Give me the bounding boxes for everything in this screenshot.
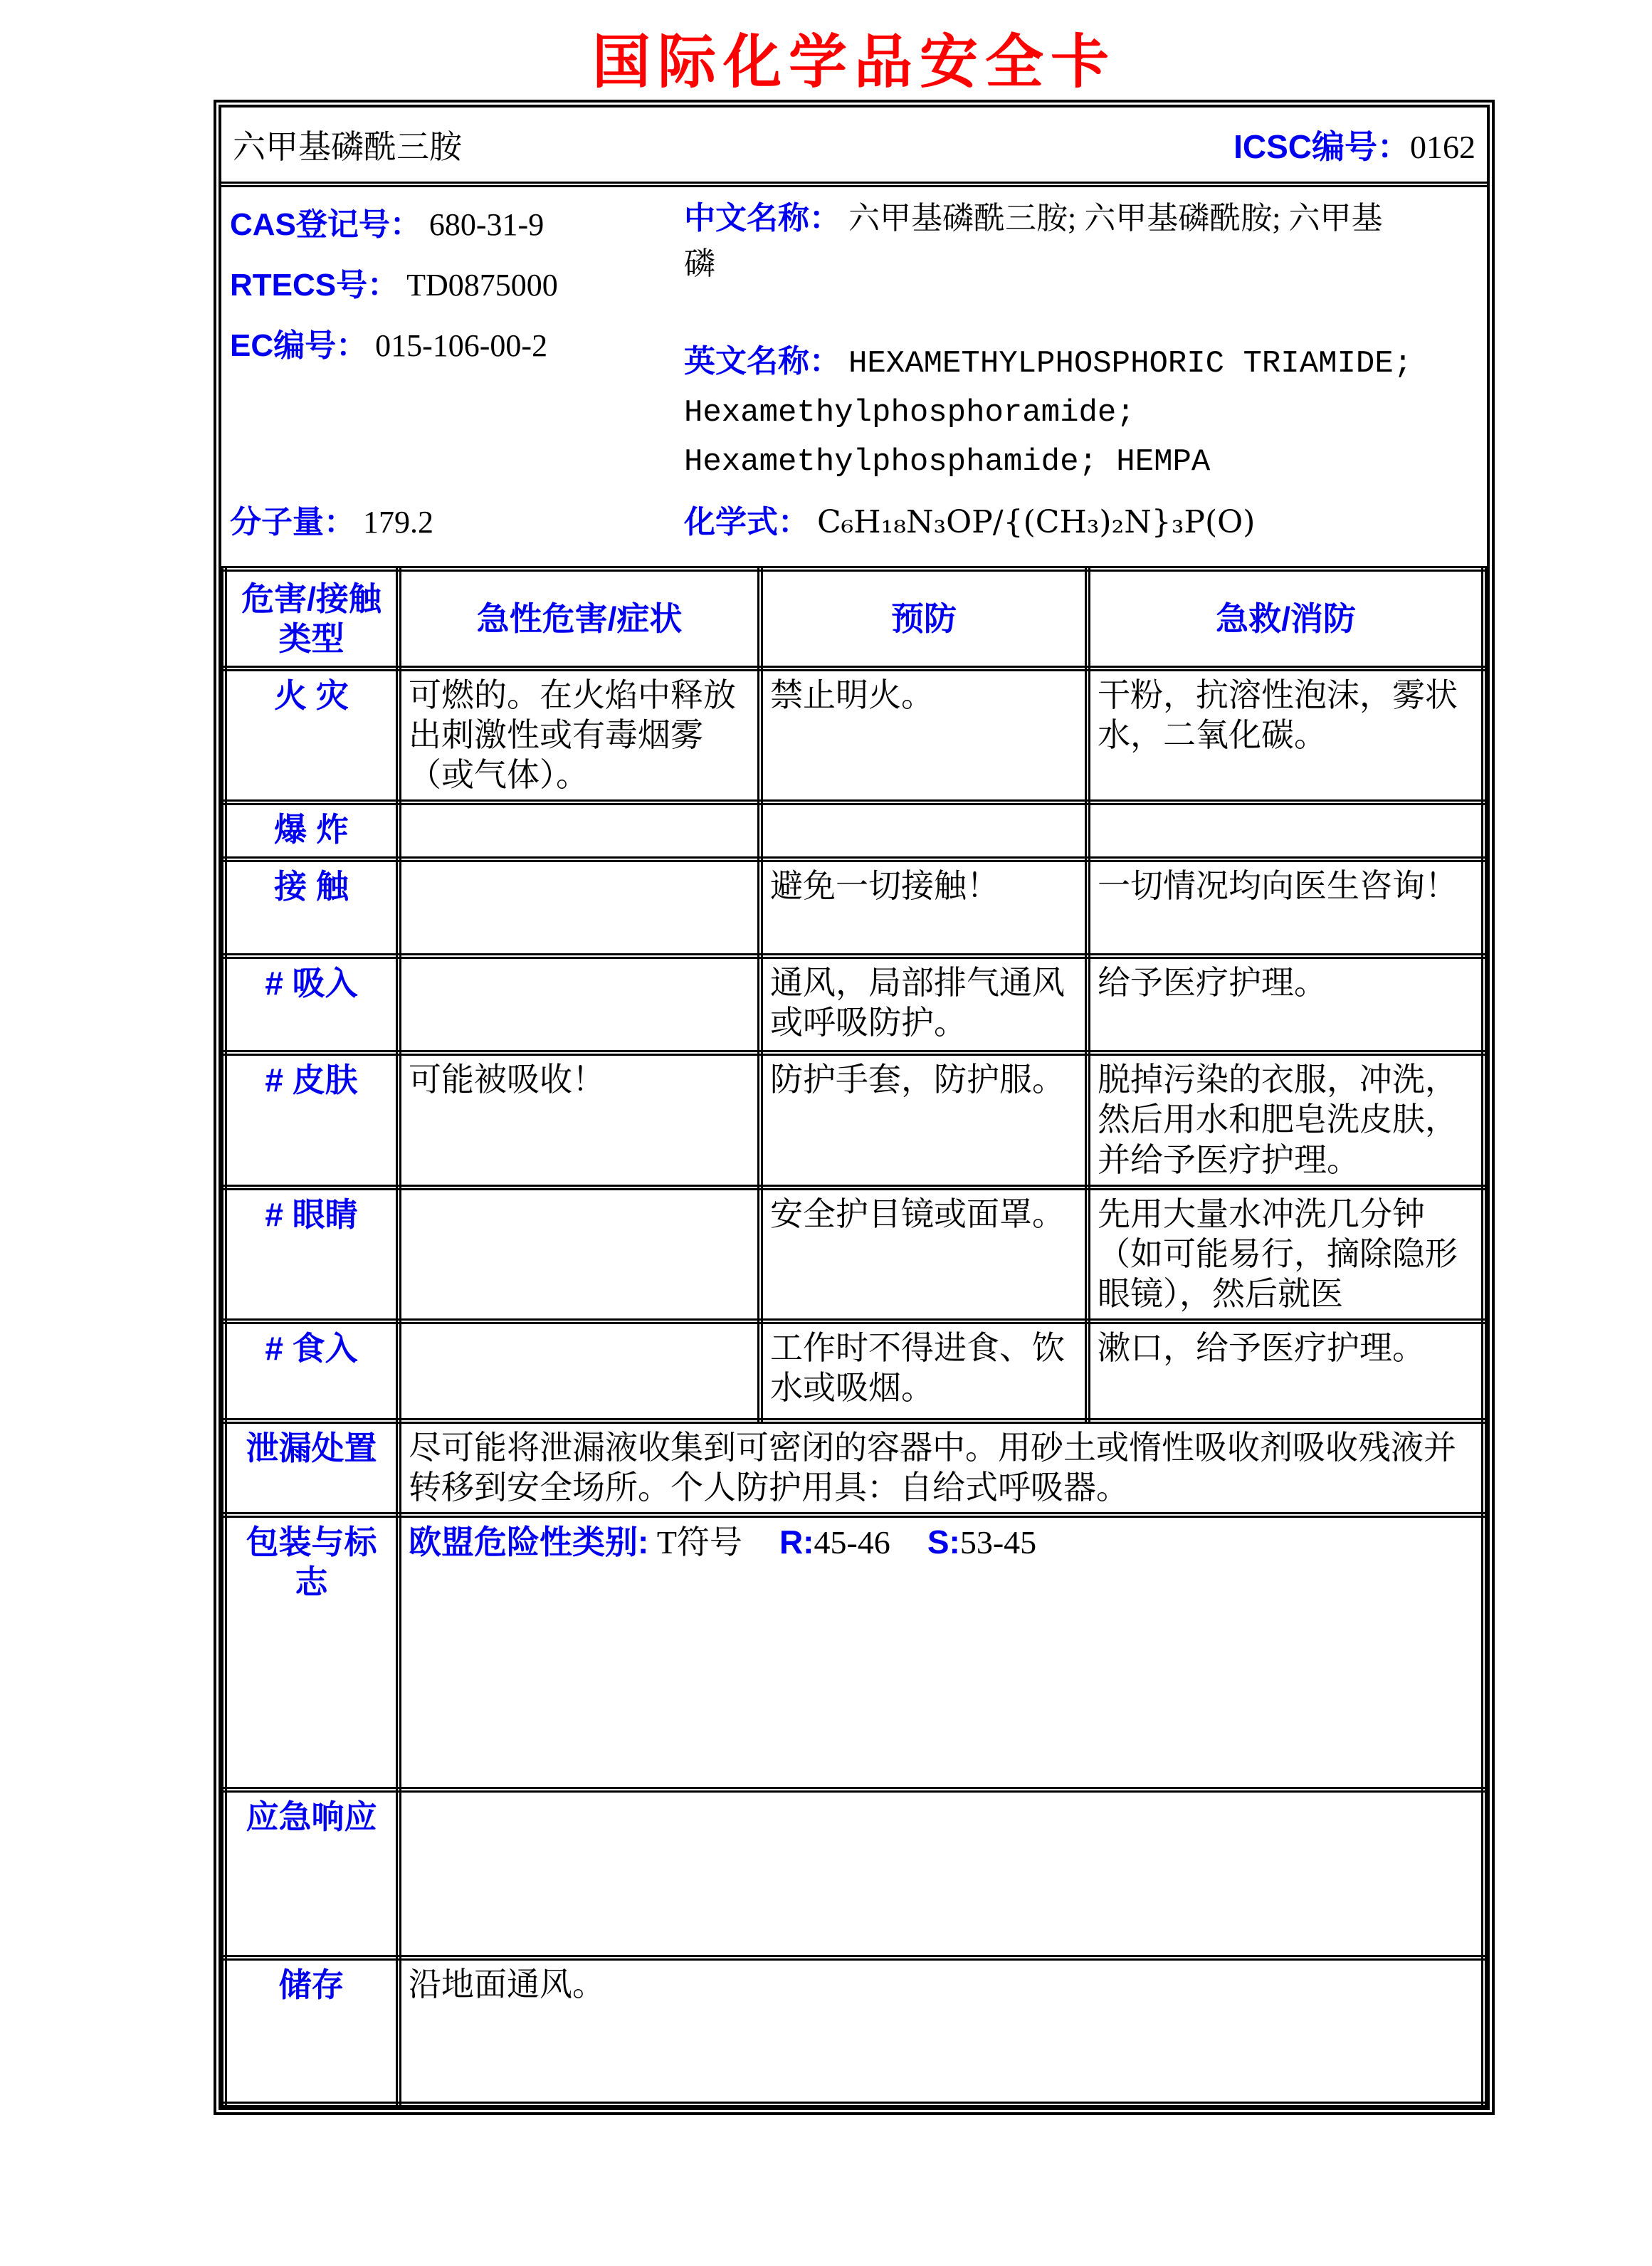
chemical-formula-line [684,496,1255,542]
chemical-formula-label: 化学式： [684,505,809,540]
explosion-symptoms [399,802,760,859]
table-row-ingestion [224,1321,1484,1421]
skin-firstaid: 脱掉污染的衣服，冲洗，然后用水和肥皂洗皮肤，并给予医疗护理。 [1088,1053,1484,1187]
header-acute-symptoms: 急性危害/症状 [399,569,760,668]
exposure-symptoms [399,859,760,956]
table-row-skin [224,1053,1484,1187]
inhalation-prevention: 通风，局部排气通风或呼吸防护。 [760,956,1088,1053]
skin-symptoms: 可能被吸收！ [399,1053,760,1187]
table-row-spill-disposal [224,1421,1484,1515]
inhalation-firstaid: 给予医疗护理。 [1088,956,1484,1053]
ec-label: EC编号： [230,328,368,363]
chinese-name-value: 六甲基磷酰三胺; 六甲基磷酰胺; 六甲基磷 [684,201,1383,281]
cas-value: 680-31-9 [428,207,544,242]
row-label-inhalation: # 吸入 [224,956,399,1053]
exposure-firstaid: 一切情况均向医生咨询！ [1088,859,1484,956]
rtecs-label: RTECS号： [230,268,399,303]
table-row-explosion [224,802,1484,859]
table-row-eyes [224,1187,1484,1321]
header-hazard-type: 危害/接触类型 [224,569,399,668]
cas-label: CAS登记号： [230,207,421,242]
header-prevention: 预防 [760,569,1088,668]
english-name-value: HEXAMETHYLPHOSPHORIC TRIAMIDE; Hexamethylphosphoramide; Hexamethylphosphamide; HEMPA [684,346,1413,480]
eu-hazard-class-label: 欧盟危险性类别: [409,1523,649,1561]
eyes-symptoms [399,1187,760,1321]
ingestion-prevention: 工作时不得进食、饮水或吸烟。 [760,1321,1088,1421]
s-phrases-label: S: [927,1523,960,1561]
chemical-formula-value: C₆H₁₈N₃OP/{(CH₃)₂N}₃P(O) [817,504,1256,540]
identification-section [221,187,1487,566]
ingestion-symptoms [399,1321,760,1421]
header-firstaid-firefighting: 急救/消防 [1088,569,1484,668]
skin-prevention: 防护手套，防护服。 [760,1053,1088,1187]
registry-numbers [230,199,558,380]
chinese-name-line [684,196,1410,287]
table-row-packaging-labelling [224,1515,1484,1790]
hazard-table [221,566,1487,2107]
s-phrases-value: 53-45 [959,1524,1037,1561]
row-label-skin: # 皮肤 [224,1053,399,1187]
explosion-prevention [760,802,1088,859]
ec-number-line [230,320,558,365]
chinese-name-label: 中文名称： [684,201,841,236]
exposure-prevention: 避免一切接触！ [760,859,1088,956]
icsc-value: 0162 [1410,129,1475,165]
table-row-emergency-response [224,1790,1484,1958]
row-label-fire: 火 灾 [224,668,399,802]
fire-prevention: 禁止明火。 [760,668,1088,802]
english-name-label: 英文名称： [684,344,841,379]
table-row-storage [224,1958,1484,2104]
r-phrases-label: R: [779,1523,814,1561]
emergency-response-content [399,1790,1484,1958]
icsc-number [1233,121,1475,168]
hazard-table-header-row [224,569,1484,668]
row-label-exposure: 接 触 [224,859,399,956]
rtecs-value: TD0875000 [406,268,558,303]
packaging-labelling-content [399,1515,1484,1790]
table-row-exposure [224,859,1484,956]
row-label-storage: 储存 [224,1958,399,2104]
r-phrases-value: 45-46 [814,1524,890,1561]
eyes-prevention: 安全护目镜或面罩。 [760,1187,1088,1321]
ingestion-firstaid: 漱口，给予医疗护理。 [1088,1321,1484,1421]
molecular-weight-line [230,496,433,542]
english-name-line [684,338,1503,486]
row-label-spill-disposal: 泄漏处置 [224,1421,399,1515]
page-title: 国际化学品安全卡 [591,30,1116,95]
row-label-ingestion: # 食入 [224,1321,399,1421]
table-row-inhalation [224,956,1484,1053]
row-label-packaging-labelling: 包装与标志 [224,1515,399,1790]
molecular-weight-value: 179.2 [363,505,433,540]
ec-value: 015-106-00-2 [375,328,548,363]
fire-symptoms: 可燃的。在火焰中释放出刺激性或有毒烟雾（或气体）。 [399,668,760,802]
safety-card [214,100,1495,2115]
rtecs-number-line [230,259,558,305]
molecular-weight-label: 分子量： [230,505,355,540]
storage-content: 沿地面通风。 [399,1958,1484,2104]
spill-disposal-content: 尽可能将泄漏液收集到可密闭的容器中。用砂土或惰性吸收剂吸收残液并转移到安全场所。个人防护用具：自给式呼吸器。 [399,1421,1484,1515]
card-header [221,107,1487,187]
fire-firstaid: 干粉，抗溶性泡沫，雾状水，二氧化碳。 [1088,668,1484,802]
row-label-explosion: 爆 炸 [224,802,399,859]
chemical-name: 六甲基磷酰三胺 [233,129,462,165]
cas-number-line [230,199,558,244]
inhalation-symptoms [399,956,760,1053]
explosion-firstaid [1088,802,1484,859]
row-label-eyes: # 眼睛 [224,1187,399,1321]
eu-hazard-symbol: T符号 [656,1524,742,1561]
row-label-emergency-response: 应急响应 [224,1790,399,1958]
icsc-label: ICSC编号： [1233,128,1410,165]
eyes-firstaid: 先用大量水冲洗几分钟（如可能易行，摘除隐形眼镜），然后就医 [1088,1187,1484,1321]
table-row-fire [224,668,1484,802]
